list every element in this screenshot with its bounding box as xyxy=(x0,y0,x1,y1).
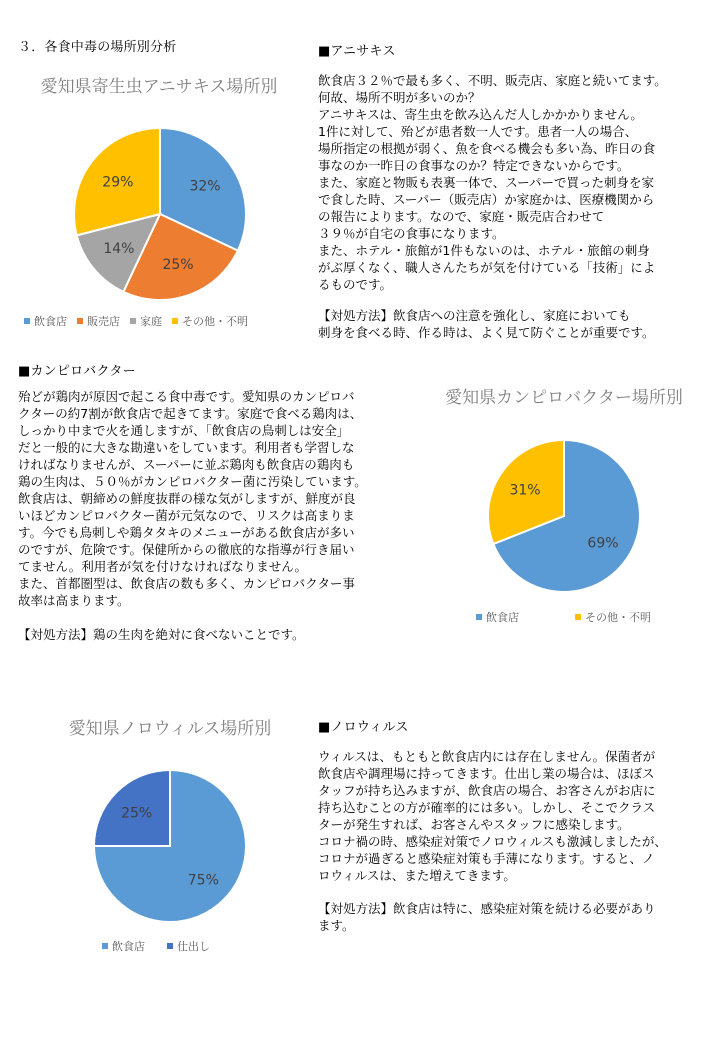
legend-label: 飲食店 xyxy=(112,940,145,953)
legend-swatch xyxy=(102,943,108,949)
campylobacter-chart-title: 愛知県カンピロバクター場所別 xyxy=(445,388,683,408)
pie-data-label-3: 14% xyxy=(103,240,135,257)
campylobacter-chart-legend xyxy=(476,609,706,625)
norovirus-heading: ■ノロウィルス xyxy=(318,720,409,735)
legend-swatch xyxy=(167,943,173,949)
legend-item-2 xyxy=(167,938,210,954)
legend-swatch xyxy=(172,318,178,324)
campylobacter-pie-chart xyxy=(486,438,642,594)
legend-item-3 xyxy=(130,313,162,329)
pie-data-label-1: 75% xyxy=(187,872,219,889)
pie-data-label-1: 32% xyxy=(189,178,221,195)
anisakis-countermeasure: 【対処方法】飲食店への注意を強化し、家庭においても 刺身を食べる時、作る時は、よく見て防ぐことが重要です。 xyxy=(318,308,655,340)
legend-swatch xyxy=(476,614,482,620)
legend-label: その他・不明 xyxy=(585,611,651,624)
legend-label: その他・不明 xyxy=(182,315,248,328)
legend-item-1 xyxy=(102,938,145,954)
legend-item-2 xyxy=(575,609,651,625)
legend-swatch xyxy=(77,318,83,324)
legend-item-1 xyxy=(476,609,519,625)
anisakis-heading: ■アニサキス xyxy=(318,44,396,59)
legend-item-2 xyxy=(77,313,120,329)
campylobacter-heading: ■カンピロバクター xyxy=(18,364,136,379)
legend-label: 飲食店 xyxy=(34,315,67,328)
norovirus-pie-chart xyxy=(92,768,248,924)
legend-label: 仕出し xyxy=(177,940,210,953)
legend-label: 飲食店 xyxy=(486,611,519,624)
pie-data-label-2: 25% xyxy=(121,805,153,822)
norovirus-countermeasure: 【対処方法】飲食店は特に、感染症対策を続ける必要があり ます。 xyxy=(318,901,656,933)
legend-label: 家庭 xyxy=(140,315,162,328)
anisakis-pie-chart xyxy=(72,126,248,302)
legend-label: 販売店 xyxy=(87,315,120,328)
campylobacter-paragraph: 殆どが鶏肉が原因で起こる食中毒です。愛知県のカンピロバ クターの約7割が飲食店で起きてます。家庭で食べる鶏肉は、 しっかり中まで火を通しますが、「飲食店の鳥刺しは安全」 だと一般的に大きな勘違いをしています。利用者も学習しな ければなりませんが、スーパーに並ぶ鶏肉も飲食店の鶏肉も 鶏の生肉は、５０％がカンピロバクター菌に汚染しています。 飲食店は、朝締めの鮮度抜群の様な気がしますが、鮮度が良 いほどカンピロバクター菌が元気なので、リスクは高まりま す。今でも鳥刺しや鶏タタキのメニューがある飲食店が多い のですが、危険です。保健所からの徹底的な指導が行き届い てません。利用者が気を付けなければなりません。 また、首都圏型は、飲食店の数も多く、カンピロバクター事 故率は高まります。 xyxy=(18,389,367,608)
norovirus-paragraph: ウィルスは、もともと飲食店内には存在しません。保菌者が 飲食店や調理場に持ってきます。仕出し業の場合は、ほぼス タッフが持ち込みますが、飲食店の場合、お客さんがお店に 持ち込むことの方が確率的には多い。しかし、そこでクラス ターが発生すれば、お客さんやスタッフに感染します。 コロナ禍の時、感染症対策でノロウィルスも激減しましたが、 コロナが過ぎると感染症対策も手薄になります。すると、ノ ロウィルスは、また増えてきます。 xyxy=(318,749,667,883)
pie-data-label-4: 29% xyxy=(102,174,134,191)
pie-data-label-1: 69% xyxy=(587,535,619,552)
legend-item-4 xyxy=(172,313,248,329)
pie-data-label-2: 25% xyxy=(162,257,194,274)
campylobacter-countermeasure: 【対処方法】鶏の生肉を絶対に食べないことです。 xyxy=(18,627,305,642)
anisakis-chart-title: 愛知県寄生虫アニサキス場所別 xyxy=(40,77,278,97)
legend-swatch xyxy=(24,318,30,324)
anisakis-paragraph: 飲食店３２％で最も多く、不明、販売店、家庭と続いてます。 何故、場所不明が多いのか？ アニサキスは、寄生虫を飲み込んだ人しかかかりません。 1件に対して、殆どが患者数一人です。患者一人の場合、 場所指定の根拠が弱く、魚を食べる機会も多い為、昨日の食 事なのか一昨日の食事なのか？特定できないからです。 また、家庭と物販も表裏一体で、スーパーで買った刺身を家 で食した時、スーパー（販売店）か家庭かは、医療機関から の報告によります。なので、家庭・販売店合わせて ３９％が自宅の食事になります。 また、ホテル・旅館が1件もないのは、ホテル・旅館の刺身 がぶ厚くなく、職人さんたちが気を付けている「技術」によ るものです。 xyxy=(318,73,667,292)
pie-data-label-2: 31% xyxy=(509,482,541,499)
legend-item-1 xyxy=(24,313,67,329)
legend-swatch xyxy=(575,614,581,620)
norovirus-chart-legend xyxy=(102,938,302,954)
legend-swatch xyxy=(130,318,136,324)
page-title: ３．各食中毒の場所別分析 xyxy=(18,40,177,55)
norovirus-chart-title: 愛知県ノロウィルス場所別 xyxy=(68,719,272,739)
anisakis-chart-legend xyxy=(24,313,308,329)
